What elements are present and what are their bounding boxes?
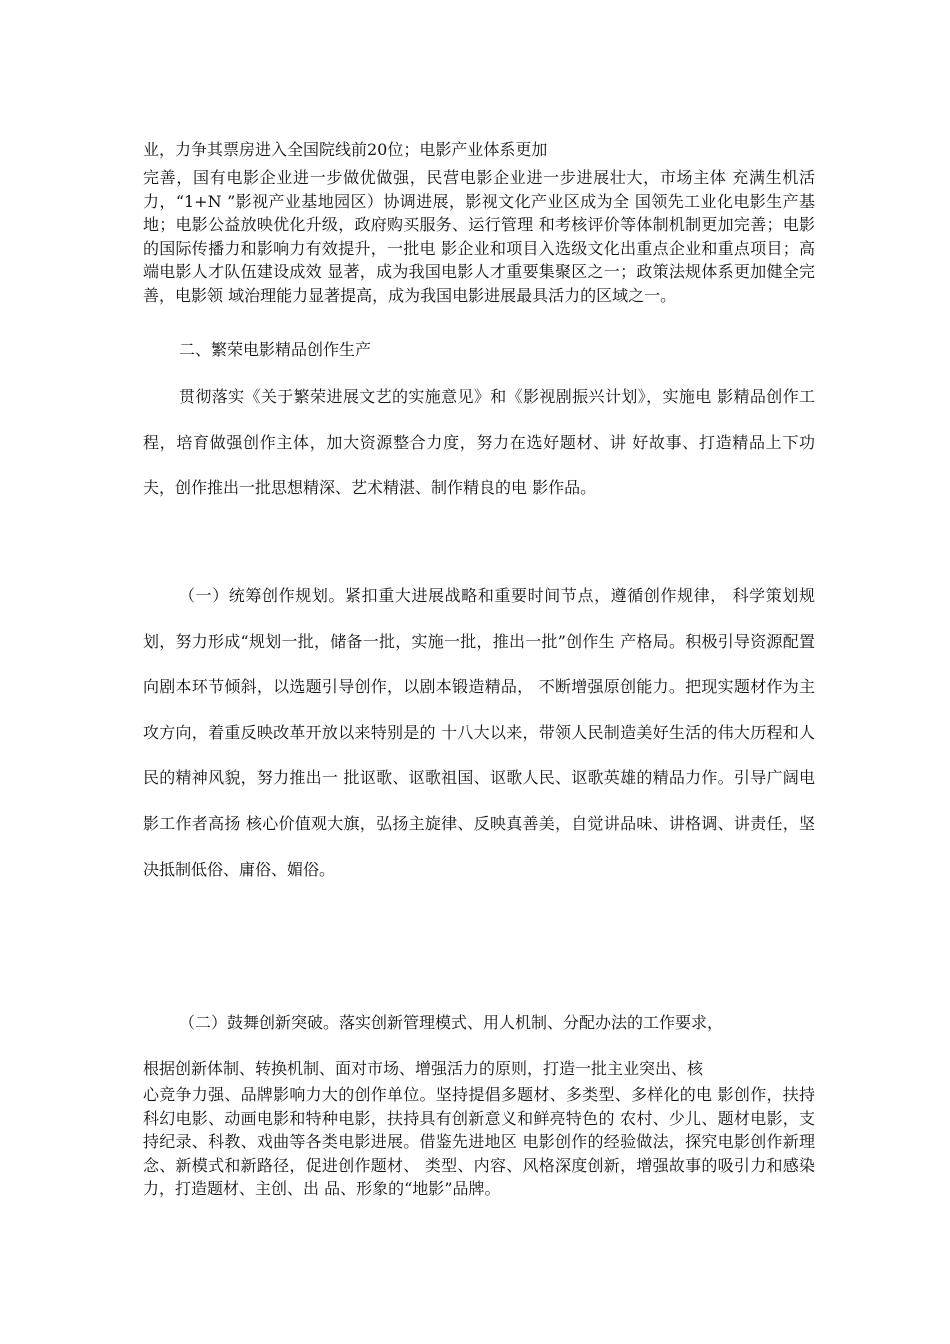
paragraph-innovation-body: 心竞争力强、品牌影响力大的创作单位。坚持提倡多题材、多类型、多样化的电 影创作，扶持科幻电影、动画电影和特种电影，扶持具有创新意义和鲜亮特色的 农村、少儿、题材电影，支持纪录、科教、戏曲等各类电影进展。借鉴先进地区 电影创作的经验做法，探究电影创作新理念、新模式和新路径，促进创作题材、 类型、内容、风格深度创新，增强故事的吸引力和感染力，打造题材、主创、出 品、形象的“地影”品牌。 [143, 1085, 815, 1198]
paragraph-innovation-first-line: （二）鼓舞创新突破。落实创新管理模式、用人机制、分配办法的工作要求， [179, 1013, 724, 1032]
paragraph-planning: （一）统筹创作规划。紧扣重大进展战略和重要时间节点，遵循创作规律， 科学策划规划，努力形成“规划一批，储备一批，实施一批，推出一批”创作生 产格局。积极引导资源配置向剧本环节倾斜，以选题引导创作，以剧本锻造精品， 不断增强原创能力。把现实题材作为主攻方向，着重反映改革开放以来特别是的 十八大以来，带领人民制造美好生活的伟大历程和人民的精神风貌，努力推出一 批讴歌、讴歌祖国、讴歌人民、讴歌英雄的精品力作。引导广阔电影工作者高扬 核心价值观大旗，弘扬主旋律、反映真善美，自觉讲品味、讲格调、讲责任，坚 决抵制低俗、庸俗、媚俗。 [143, 586, 815, 879]
paragraph-development-goals: 完善，国有电影企业进一步做优做强，民营电影企业进一步进展壮大，市场主体 充满生机活力，“1+N ”影视产业基地园区）协调进展，影视文化产业区成为全 国领先工业化电影生产基地；电影公益放映优化升级，政府购买服务、运行管理 和考核评价等体制机制更加完善；电影的国际传播力和影响力有效提升，一批电 影企业和项目入选级文化出重点企业和重点项目；高端电影人才队伍建设成效 显著，成为我国电影人才重要集聚区之一；政策法规体系更加健全完善，电影领 域治理能力显著提高，成为我国电影进展最具活力的区域之一。 [143, 168, 815, 305]
paragraph-continuation-line: 业，力争其票房进入全国院线前20位；电影产业体系更加 [143, 140, 548, 159]
paragraph-implementation: 贯彻落实《关于繁荣进展文艺的实施意见》和《影视剧振兴计划》，实施电 影精品创作工程，培育做强创作主体，加大资源整合力度，努力在选好题材、讲 好故事、打造精品上下功夫，创作推出一批思想精深、艺术精湛、制作精良的电 影作品。 [143, 387, 815, 498]
section-heading-two: 二、繁荣电影精品创作生产 [179, 340, 372, 359]
paragraph-innovation-second-line: 根据创新体制、转换机制、面对市场、增强活力的原则，打造一批主业突出、核 [143, 1059, 704, 1078]
